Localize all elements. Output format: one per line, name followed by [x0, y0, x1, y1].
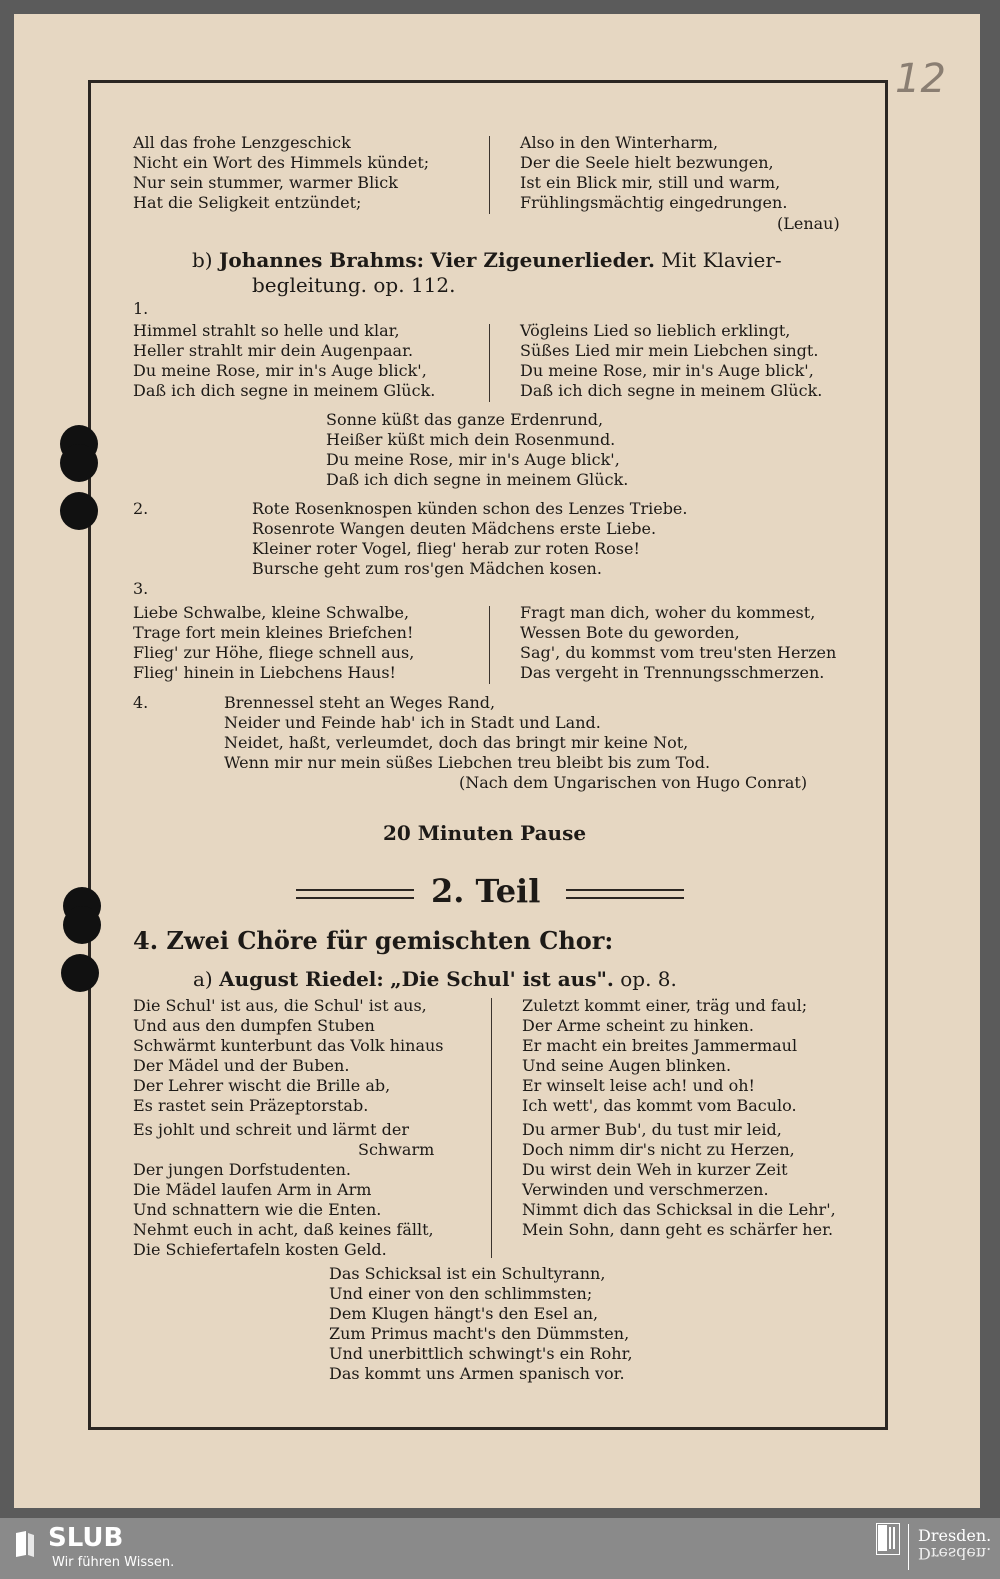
- stanza1-author: (Lenau): [777, 214, 840, 233]
- song3-left: [133, 603, 414, 683]
- dresden-crest-icon: [876, 1523, 900, 1555]
- slub-tagline: Wir führen Wissen.: [52, 1555, 175, 1570]
- verse-line: Fragt man dich, woher du kommest,: [520, 603, 816, 622]
- riedel-composer: August Riedel:: [219, 967, 384, 991]
- brahms-heading: [192, 248, 782, 272]
- verse-line: Himmel strahlt so helle und klar,: [133, 321, 400, 340]
- song4-number: 4.: [133, 693, 149, 712]
- brahms-prefix: b): [192, 248, 213, 272]
- footer-divider: [908, 1524, 909, 1570]
- verse-line: Der die Seele hielt bezwungen,: [520, 153, 774, 172]
- column-divider: [489, 136, 490, 214]
- riedel-right-a: [522, 996, 807, 1116]
- verse-line: Bursche geht zum ros'gen Mädchen kosen.: [252, 559, 602, 578]
- riedel-work: „Die Schul' ist aus".: [390, 967, 614, 991]
- verse-line: Brennessel steht an Weges Rand,: [224, 693, 496, 712]
- riedel-center: [329, 1264, 633, 1384]
- page-number: 12: [895, 56, 946, 102]
- punch-hole: [60, 492, 98, 530]
- verse-line: Schwärmt kunterbunt das Volk hinaus: [133, 1036, 444, 1055]
- verse-line: Die Mädel laufen Arm in Arm: [133, 1180, 372, 1199]
- verse-line: Du armer Bub', du tust mir leid,: [522, 1120, 782, 1139]
- verse-line: Sonne küßt das ganze Erdenrund,: [326, 410, 604, 429]
- verse-line: Er winselt leise ach! und oh!: [522, 1076, 755, 1095]
- verse-line: Das kommt uns Armen spanisch vor.: [329, 1364, 625, 1383]
- verse-line: Ich wett', das kommt vom Baculo.: [522, 1096, 797, 1115]
- slub-logo[interactable]: SLUB: [48, 1523, 124, 1553]
- verse-line: Und seine Augen blinken.: [522, 1056, 732, 1075]
- verse-line: Zuletzt kommt einer, träg und faul;: [522, 996, 808, 1015]
- brahms-composer: Johannes Brahms:: [218, 248, 425, 272]
- punch-hole: [61, 954, 99, 992]
- verse-line: Liebe Schwalbe, kleine Schwalbe,: [133, 603, 410, 622]
- verse-line: Hat die Seligkeit entzündet;: [133, 193, 362, 212]
- verse-line: Und aus den dumpfen Stuben: [133, 1016, 375, 1035]
- verse-line: Der jungen Dorfstudenten.: [133, 1160, 351, 1179]
- song4-lines: [224, 693, 710, 773]
- verse-line: Du meine Rose, mir in's Auge blick',: [133, 361, 427, 380]
- column-divider: [491, 998, 492, 1258]
- song2-number: 2.: [133, 499, 149, 518]
- punch-hole: [60, 444, 98, 482]
- verse-line: Vögleins Lied so lieblich erklingt,: [520, 321, 791, 340]
- verse-line: Das Schicksal ist ein Schultyrann,: [329, 1264, 606, 1283]
- verse-line: Er macht ein breites Jammermaul: [522, 1036, 798, 1055]
- verse-line: All das frohe Lenzgeschick: [133, 133, 351, 152]
- riedel-heading: [193, 967, 677, 991]
- verse-line: Rosenrote Wangen deuten Mädchens erste Liebe.: [252, 519, 657, 538]
- verse-line: Zum Primus macht's den Dümmsten,: [329, 1324, 630, 1343]
- verse-line: Daß ich dich segne in meinem Glück.: [133, 381, 436, 400]
- punch-hole: [63, 906, 101, 944]
- riedel-left-c: [133, 1160, 434, 1260]
- song1-right: [520, 321, 822, 401]
- verse-line: Wessen Bote du geworden,: [520, 623, 740, 642]
- verse-line: Neidet, haßt, verleumdet, doch das bringt mir keine Not,: [224, 733, 689, 752]
- brahms-with: Mit Klavier-: [661, 248, 782, 272]
- verse-line: Daß ich dich segne in meinem Glück.: [520, 381, 823, 400]
- verse-line: Nicht ein Wort des Himmels kündet;: [133, 153, 430, 172]
- brahms-heading-line2: [252, 273, 455, 297]
- brahms-work: Vier Zigeunerlieder.: [430, 248, 655, 272]
- song3-number: 3.: [133, 579, 149, 598]
- verse-line: Trage fort mein kleines Briefchen!: [133, 623, 414, 642]
- verse-line: Du meine Rose, mir in's Auge blick',: [326, 450, 620, 469]
- verse-line: Neider und Feinde hab' ich in Stadt und Land.: [224, 713, 601, 732]
- verse-line: Schwarm: [358, 1140, 435, 1159]
- riedel-prefix: a): [193, 967, 213, 991]
- verse-line: Du meine Rose, mir in's Auge blick',: [520, 361, 814, 380]
- verse-line: Der Lehrer wischt die Brille ab,: [133, 1076, 391, 1095]
- verse-line: Süßes Lied mir mein Liebchen singt.: [520, 341, 819, 360]
- verse-line: Und schnattern wie die Enten.: [133, 1200, 382, 1219]
- riedel-opus: op. 8.: [620, 967, 677, 991]
- verse-line: Frühlingsmächtig eingedrungen.: [520, 193, 788, 212]
- verse-line: Flieg' hinein in Liebchens Haus!: [133, 663, 396, 682]
- section4-title: 4. Zwei Chöre für gemischten Chor:: [133, 926, 614, 955]
- song3-right: [520, 603, 836, 683]
- riedel-left-a: [133, 996, 444, 1116]
- verse-line: Doch nimm dir's nicht zu Herzen,: [522, 1140, 795, 1159]
- verse-line: Die Schiefertafeln kosten Geld.: [133, 1240, 387, 1259]
- verse-line: Die Schul' ist aus, die Schul' ist aus,: [133, 996, 427, 1015]
- verse-line: Und einer von den schlimmsten;: [329, 1284, 593, 1303]
- verse-line: Dem Klugen hängt's den Esel an,: [329, 1304, 599, 1323]
- verse-line: Flieg' zur Höhe, fliege schnell aus,: [133, 643, 415, 662]
- verse-line: Also in den Winterharm,: [520, 133, 719, 152]
- part2-rule-right: [566, 889, 684, 899]
- verse-line: Sag', du kommst vom treu'sten Herzen: [520, 643, 837, 662]
- verse-line: Nur sein stummer, warmer Blick: [133, 173, 398, 192]
- verse-line: Nehmt euch in acht, daß keines fällt,: [133, 1220, 434, 1239]
- part2-heading: 2. Teil: [431, 872, 541, 910]
- verse-line: Wenn mir nur mein süßes Liebchen treu bleibt bis zum Tod.: [224, 753, 711, 772]
- song4-source: (Nach dem Ungarischen von Hugo Conrat): [459, 773, 808, 792]
- verse-line: Heißer küßt mich dein Rosenmund.: [326, 430, 616, 449]
- column-divider: [489, 324, 490, 402]
- stanza1-left: [133, 133, 429, 213]
- verse-line: Es johlt und schreit und lärmt der: [133, 1120, 409, 1139]
- brahms-opus: op. 112.: [373, 273, 456, 297]
- verse-line: Das vergeht in Trennungsschmerzen.: [520, 663, 825, 682]
- column-divider: [489, 606, 490, 684]
- verse-line: Und unerbittlich schwingt's ein Rohr,: [329, 1344, 633, 1363]
- verse-line: Rote Rosenknospen künden schon des Lenzes Triebe.: [252, 499, 688, 518]
- song1-center: [326, 410, 628, 490]
- riedel-right-b: [522, 1120, 836, 1240]
- verse-line: Mein Sohn, dann geht es schärfer her.: [522, 1220, 834, 1239]
- verse-line: Ist ein Blick mir, still und warm,: [520, 173, 781, 192]
- dresden-logo[interactable]: Dresden.: [918, 1526, 992, 1545]
- verse-line: Du wirst dein Weh in kurzer Zeit: [522, 1160, 788, 1179]
- pause-note: 20 Minuten Pause: [383, 821, 587, 845]
- stanza1-right: [520, 133, 787, 213]
- verse-line: Der Arme scheint zu hinken.: [522, 1016, 754, 1035]
- song1-left: [133, 321, 435, 401]
- verse-line: Verwinden und verschmerzen.: [522, 1180, 769, 1199]
- song1-number: 1.: [133, 299, 149, 318]
- verse-line: Kleiner roter Vogel, flieg' herab zur roten Rose!: [252, 539, 640, 558]
- book-icon: [14, 1529, 36, 1559]
- verse-line: Der Mädel und der Buben.: [133, 1056, 350, 1075]
- verse-line: Es rastet sein Präzeptorstab.: [133, 1096, 369, 1115]
- part2-rule-left: [296, 889, 414, 899]
- verse-line: Nimmt dich das Schicksal in die Lehr',: [522, 1200, 836, 1219]
- song2-lines: [252, 499, 687, 579]
- brahms-line2: begleitung.: [252, 273, 368, 297]
- verse-line: Daß ich dich segne in meinem Glück.: [326, 470, 629, 489]
- dresden-logo-mirror: Dresden.: [918, 1544, 992, 1563]
- verse-line: Heller strahlt mir dein Augenpaar.: [133, 341, 414, 360]
- footer-bar: [0, 1518, 1000, 1579]
